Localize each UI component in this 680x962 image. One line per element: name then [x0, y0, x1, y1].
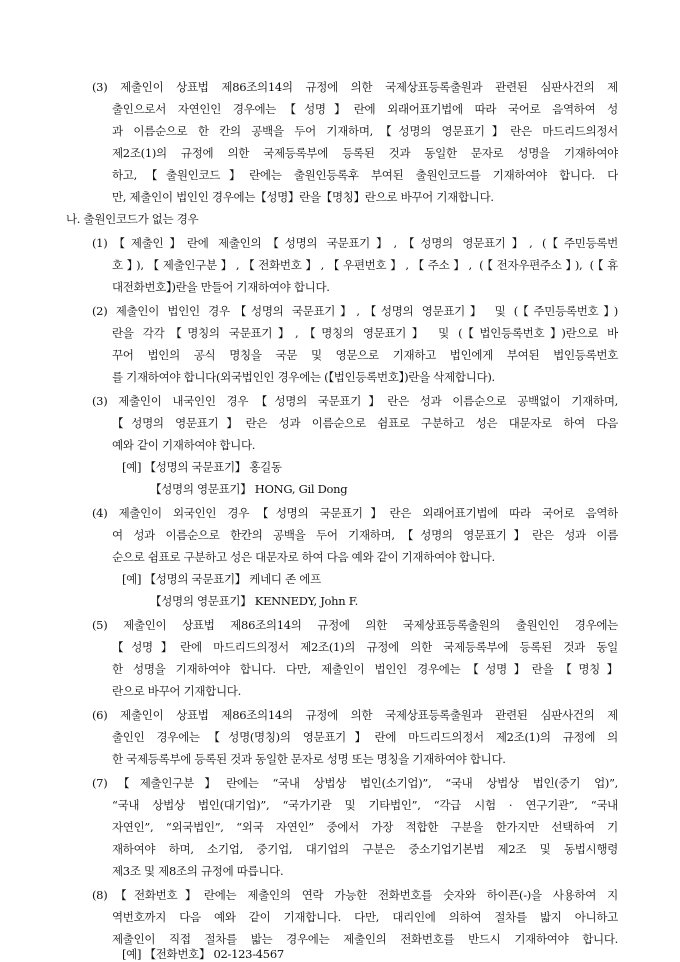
text-line: 【성명의 영문표기】란은 성과 이름순으로 쉼표로 구분하고 성은 대문자로 하여 다음: [112, 416, 618, 430]
text-line: 출인으로서 자연인인 경우에는【성명】란에 외래어표기법에 따라 국어로 음역하여 성: [112, 102, 618, 116]
text-line: 란을 각각【명칭의 국문표기】,【명칭의 영문표기】 및 (【법인등록번호】)란으로 바: [112, 326, 618, 340]
example-line: 【성명의 영문표기】 HONG, Gil Dong: [150, 482, 348, 496]
text-line: 예와 같이 기재하여야 합니다.: [112, 438, 256, 452]
section-heading: 나. 출원인코드가 없는 경우: [66, 212, 199, 226]
text-line: 란으로 바꾸어 기재합니다.: [112, 684, 241, 698]
text-line: (2) 제출인이 법인인 경우【성명의 국문표기】,【성명의 영문표기】 및 (【주민등록번호】): [92, 304, 618, 318]
text-line: 역번호까지 다음 예와 같이 기재합니다. 다만, 대리인에 의하여 절차를 밟지 아니하고: [112, 910, 618, 924]
text-line: 순으로 쉼표로 구분하고 성은 대문자로 하여 다음 예와 같이 기재하여야 합니다.: [112, 550, 495, 564]
text-line: (5) 제출인이 상표법 제86조의14의 규정에 의한 국제상표등록출원의 출원인인 경우에는: [92, 618, 618, 632]
text-line: 하고,【출원인코드】란에는 출원인등록후 부여된 출원인코드를 기재하여야 합니다. 다: [112, 168, 618, 182]
example-line: 【성명의 영문표기】 KENNEDY, John F.: [150, 594, 358, 608]
text-line: 만, 제출인이 법인인 경우에는【성명】란을【명칭】란으로 바꾸어 기재합니다.: [112, 190, 494, 204]
text-line: (1)【제출인】란에 제출인의【성명의 국문표기】,【성명의 영문표기】, (【주민등록번: [92, 236, 618, 250]
text-line: 【성명】란에 마드리드의정서 제2조(1)의 규정에 의한 국제등록부에 등록된 것과 동일: [112, 640, 618, 654]
example-line: [예] 【전화번호】 02-123-4567: [122, 947, 284, 961]
text-line: 꾸어 법인의 공식 명칭을 국문 및 영문으로 기재하고 법인에게 부여된 법인등록번호: [112, 348, 618, 362]
text-line: 제출인이 직접 절차를 밟는 경우에는 제출인의 전화번호를 반드시 기재하여야 합니다.: [112, 932, 618, 946]
text-line: 재하여야 하며, 소기업, 중기업, 대기업의 구분은 중소기업기본법 제2조 및 동법시행령: [112, 842, 618, 856]
text-line: 제2조(1)의 규정에 의한 국제등록부에 등록된 것과 동일한 문자로 성명을 기재하여야: [112, 146, 618, 160]
example-line: [예] 【성명의 국문표기】 홍길동: [122, 460, 282, 474]
text-line: “국내 상법상 법인(대기업)”, “국가기관 및 기타법인”, “각급 시험 · 연구기관”, “국내: [112, 798, 618, 812]
text-line: (4) 제출인이 외국인인 경우【성명의 국문표기】란은 외래어표기법에 따라 국어로 음역하: [92, 506, 618, 520]
example-line: [예] 【성명의 국문표기】 케네디 존 에프: [122, 572, 321, 586]
text-line: 한 성명을 기재하여야 합니다. 다만, 제출인이 법인인 경우에는【성명】란을【명칭】: [112, 662, 618, 676]
text-line: (7)【제출인구분】란에는 “국내 상법상 법인(소기업)”, “국내 상법상 법인(중기 업)”,: [92, 776, 618, 790]
text-line: (3) 제출인이 상표법 제86조의14의 규정에 의한 국제상표등록출원과 관련된 심판사건의 제: [92, 80, 618, 94]
text-line: 출인인 경우에는【성명(명칭)의 영문표기】란에 마드리드의정서 제2조(1)의 규정에 의: [112, 730, 618, 744]
text-line: 한 국제등록부에 등록된 것과 동일한 문자로 성명 또는 명칭을 기재하여야 합니다.: [112, 752, 506, 766]
text-line: 대전화번호】)란을 만들어 기재하여야 합니다.: [112, 280, 330, 294]
text-line: (6) 제출인이 상표법 제86조의14의 규정에 의한 국제상표등록출원과 관련된 심판사건의 제: [92, 708, 618, 722]
text-line: (8)【전화번호】란에는 제출인의 연락 가능한 전화번호를 숫자와 하이픈(-)을 사용하여 지: [92, 888, 618, 902]
text-line: 여 성과 이름순으로 한칸의 공백을 두어 기재하며,【성명의 영문표기】란은 성과 이름: [112, 528, 618, 542]
text-line: 제3조 및 제8조의 규정에 따릅니다.: [112, 864, 284, 878]
text-line: (3) 제출인이 내국인인 경우【성명의 국문표기】란은 성과 이름순으로 공백없이 기재하며,: [92, 394, 618, 408]
text-line: 를 기재하여야 합니다(외국법인인 경우에는 (【법인등록번호】)란을 삭제합니다).: [112, 370, 495, 384]
text-line: 호】),【제출인구분】,【전화번호】,【우편번호】,【주소】, (【전자우편주소】), (【휴: [112, 258, 618, 272]
text-line: 자연인”, “외국법인”, “외국 자연인” 중에서 가장 적합한 구분을 한가지만 선택하여 기: [112, 820, 618, 834]
text-line: 과 이름순으로 한 칸의 공백을 두어 기재하며,【성명의 영문표기】란은 마드리드의정서: [112, 124, 618, 138]
